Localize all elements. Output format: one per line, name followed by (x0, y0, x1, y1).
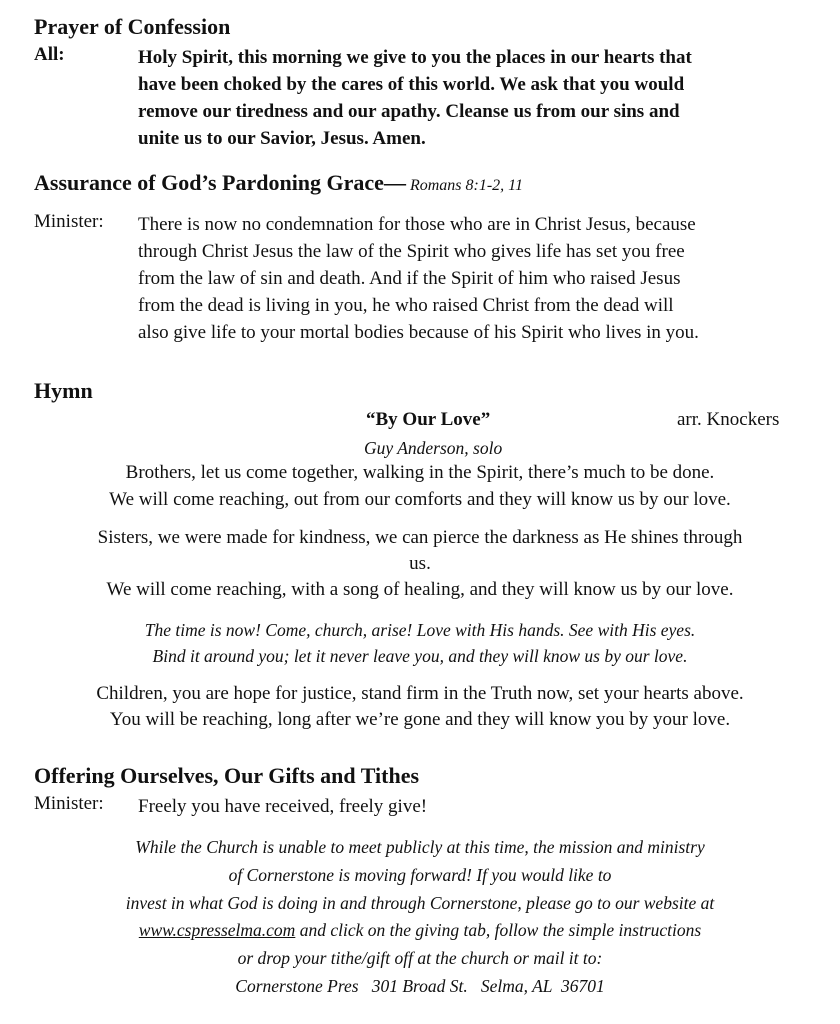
hymn-arranger: arr. Knockers (677, 409, 780, 430)
confession-label: All: (34, 44, 65, 65)
offering-notice-line: of Cornerstone is moving forward! If you would like to (228, 865, 612, 885)
confession-heading: Prayer of Confession (34, 14, 231, 39)
offering-heading: Offering Ourselves, Our Gifts and Tithes (34, 763, 420, 788)
offering-notice-line: or drop your tithe/gift off at the church or mail it to: (237, 948, 603, 968)
hymn-chorus-line: Bind it around you; let it never leave you, and they will know us by our love. (152, 646, 688, 666)
hymn-verse-line: Children, you are hope for justice, stand firm in the Truth now, set your hearts above. (96, 683, 744, 704)
confession-text (138, 44, 818, 152)
confession-line: unite us to our Savior, Jesus. Amen. (138, 128, 426, 149)
assurance-line: There is now no condemnation for those who are in Christ Jesus, because (138, 214, 696, 235)
confession-line: have been choked by the cares of this world. We ask that you would (138, 74, 685, 95)
notice-line-text: and click on the giving tab, follow the simple instructions (295, 920, 702, 940)
hymn-heading: Hymn (34, 378, 93, 403)
assurance-line: from the dead is living in you, he who raised Christ from the dead will (138, 295, 674, 316)
assurance-heading-row (34, 170, 523, 196)
offering-notice-line: invest in what God is doing in and through Cornerstone, please go to our website at (125, 893, 715, 913)
assurance-text (138, 211, 818, 346)
assurance-line: from the law of sin and death. And if the Spirit of him who raised Jesus (138, 268, 681, 289)
assurance-reference: Romans 8:1-2, 11 (409, 177, 523, 194)
mailing-address: Cornerstone Pres 301 Broad St. Selma, AL 36701 (235, 976, 605, 996)
website-link[interactable]: www.cspresselma.com (138, 920, 296, 940)
hymn-verse-line: We will come reaching, out from our comforts and they will know us by our love. (109, 489, 731, 510)
hymn-verse-line: Sisters, we were made for kindness, we can pierce the darkness as He shines through (97, 527, 743, 548)
confession-line: Holy Spirit, this morning we give to you the places in our hearts that (138, 47, 692, 68)
assurance-line: also give life to your mortal bodies because of his Spirit who lives in you. (138, 322, 699, 343)
assurance-line: through Christ Jesus the law of the Spirit who gives life has set you free (138, 241, 685, 262)
hymn-verse-line: You will be reaching, long after we’re gone and they will know you by your love. (109, 709, 731, 730)
hymn-title: “By Our Love” (366, 409, 491, 430)
assurance-heading: Assurance of God’s Pardoning Grace— (34, 170, 406, 195)
assurance-label: Minister: (34, 211, 104, 232)
confession-line: remove our tiredness and our apathy. Cleanse us from our sins and (138, 101, 680, 122)
offering-notice-line: While the Church is unable to meet publicly at this time, the mission and ministry (135, 837, 705, 857)
offering-label: Minister: (34, 793, 104, 814)
hymn-verse-line: us. (409, 553, 431, 574)
offering-text: Freely you have received, freely give! (138, 796, 428, 817)
hymn-chorus-line: The time is now! Come, church, arise! Love with His hands. See with His eyes. (144, 620, 696, 640)
hymn-soloist: Guy Anderson, solo (364, 438, 503, 458)
offering-notice-line (0, 920, 840, 941)
hymn-verse-line: Brothers, let us come together, walking in the Spirit, there’s much to be done. (125, 462, 715, 483)
hymn-verse-line: We will come reaching, with a song of healing, and they will know us by our love. (106, 579, 734, 600)
